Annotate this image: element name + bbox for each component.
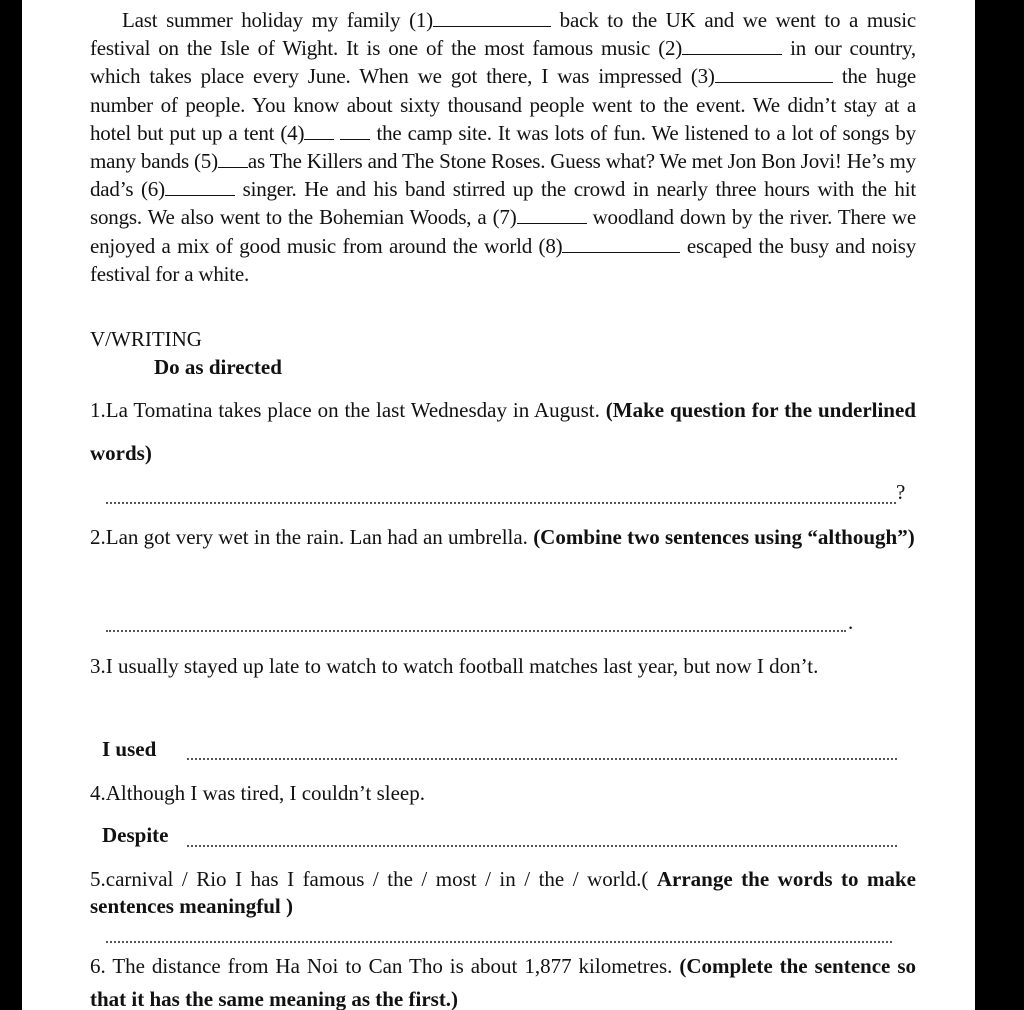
question-4-prompt: Despite <box>102 823 169 847</box>
passage-text-7: singer. He and his band stirred up the crowd in nearly three hours with the hit songs. We also went to the Bohemian Woods, a (7) <box>90 177 916 230</box>
section-subtitle: Do as directed <box>154 355 282 379</box>
question-6 <box>90 950 916 1010</box>
blank-3[interactable] <box>715 64 833 83</box>
question-1-text: 1.La Tomatina takes place on the last Wednesday in August. <box>90 398 606 422</box>
blank-2-cont <box>752 36 782 55</box>
reading-passage <box>90 6 916 288</box>
blank-4[interactable] <box>304 121 334 140</box>
passage-text-8: woodland down by the river. There we enjoyed a mix of good music from around the world (8) <box>90 205 916 258</box>
answer-line-4[interactable] <box>187 845 897 847</box>
question-2 <box>90 516 916 559</box>
passage-text-4: the huge number of people. You know about sixty thousand people went to the event. We didn’t stay at a hotel but put up a tent (4) <box>90 64 916 145</box>
blank-6[interactable] <box>165 177 235 196</box>
blank-7[interactable] <box>517 205 587 224</box>
blank-8[interactable] <box>562 234 680 253</box>
passage-text-6: as The Killers and The Stone Roses. Guess what? We met Jon Bon Jovi! He’s my dad’s (6) <box>90 149 916 202</box>
blank-4-cont <box>340 121 370 140</box>
question-3-prompt: I used <box>102 737 157 761</box>
section-title: V/WRITING <box>90 327 202 351</box>
passage-text-2: back to the UK and we went to a music festival on the Isle of Wight. It is one of the most famous music (2) <box>90 8 916 61</box>
answer-line-2[interactable] <box>106 630 846 632</box>
answer-line-1[interactable] <box>106 502 896 504</box>
question-5 <box>90 866 916 920</box>
passage-text-1: Last summer holiday my family (1) <box>122 8 433 32</box>
blank-1[interactable] <box>433 8 551 27</box>
passage-text-5: the camp site. It was lots of fun. We listened to a lot of songs by many bands (5) <box>90 120 916 174</box>
question-3-text: 3.I usually stayed up late to watch to watch football matches last year, but now I don’t. <box>90 654 819 678</box>
passage-text-9: escaped the busy and noisy festival for a white. <box>90 233 916 286</box>
question-5-instruction: Arrange the words to make sentences meaningful ) <box>90 867 917 918</box>
answer-2-end: . <box>848 610 854 634</box>
answer-line-5[interactable] <box>106 941 892 943</box>
answer-line-3[interactable] <box>187 758 897 760</box>
question-6-text: 6. The distance from Ha Noi to Can Tho is about 1,877 kilometres. <box>90 954 680 978</box>
question-6-instruction: (Complete the sentence so that it has the same meaning as the first.) <box>90 954 916 1010</box>
question-2-text: 2.Lan got very wet in the rain. Lan had an umbrella. <box>90 525 534 549</box>
question-1-instruction: (Make question for the underlined words) <box>90 398 916 465</box>
blank-2[interactable] <box>682 36 752 55</box>
worksheet-page <box>22 0 975 1010</box>
answer-1-end: ? <box>896 480 906 504</box>
passage-text-3: in our country, which takes place every June. When we got there, I was impressed (3) <box>90 36 916 89</box>
blank-5[interactable] <box>218 149 248 168</box>
question-2-instruction: (Combine two sentences using “although”) <box>533 525 915 549</box>
question-4-text: 4.Although I was tired, I couldn’t sleep. <box>90 781 425 805</box>
question-1 <box>90 389 916 475</box>
question-5-text: 5.carnival / Rio I has I famous / the / most / in / the / world.( <box>90 867 657 891</box>
